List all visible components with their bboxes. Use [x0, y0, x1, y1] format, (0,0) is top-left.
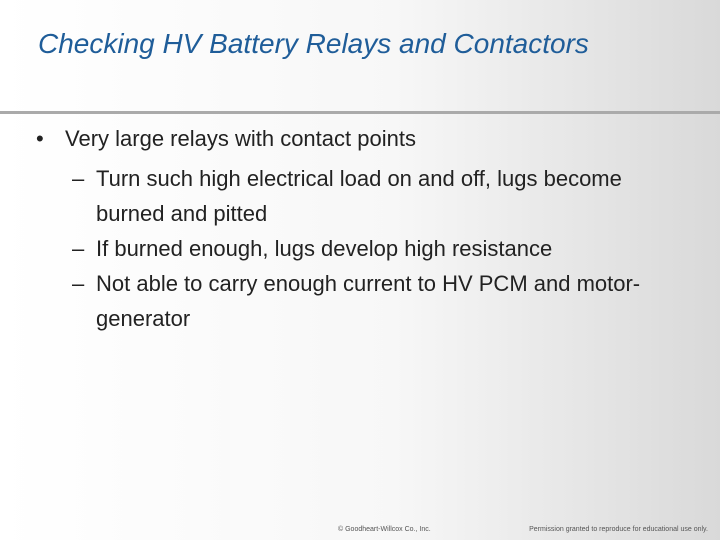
- permission-notice: Permission granted to reproduce for educational use only.: [529, 526, 708, 533]
- sub-bullet-text: If burned enough, lugs develop high resistance: [96, 236, 553, 261]
- sub-bullet-marker: –: [72, 166, 85, 191]
- sub-bullet-item: [0, 266, 700, 336]
- sub-bullet-text: Turn such high electrical load on and off, lugs become burned and pitted: [96, 166, 622, 226]
- bullet-item: [0, 123, 700, 155]
- copyright-notice: © Goodheart-Willcox Co., Inc.: [338, 526, 431, 533]
- sub-bullet-marker: –: [72, 236, 85, 261]
- sub-bullet-item: [0, 231, 700, 266]
- bullet-marker: •: [36, 126, 44, 151]
- slide-title: Checking HV Battery Relays and Contactors: [38, 28, 589, 59]
- sub-bullet-marker: –: [72, 271, 85, 296]
- bullet-text: Very large relays with contact points: [65, 126, 416, 151]
- sub-bullet-text: Not able to carry enough current to HV PCM and motor-generator: [96, 271, 641, 331]
- bullet-list: [0, 118, 700, 336]
- sub-bullet-item: [0, 161, 700, 231]
- title-divider: [0, 111, 720, 114]
